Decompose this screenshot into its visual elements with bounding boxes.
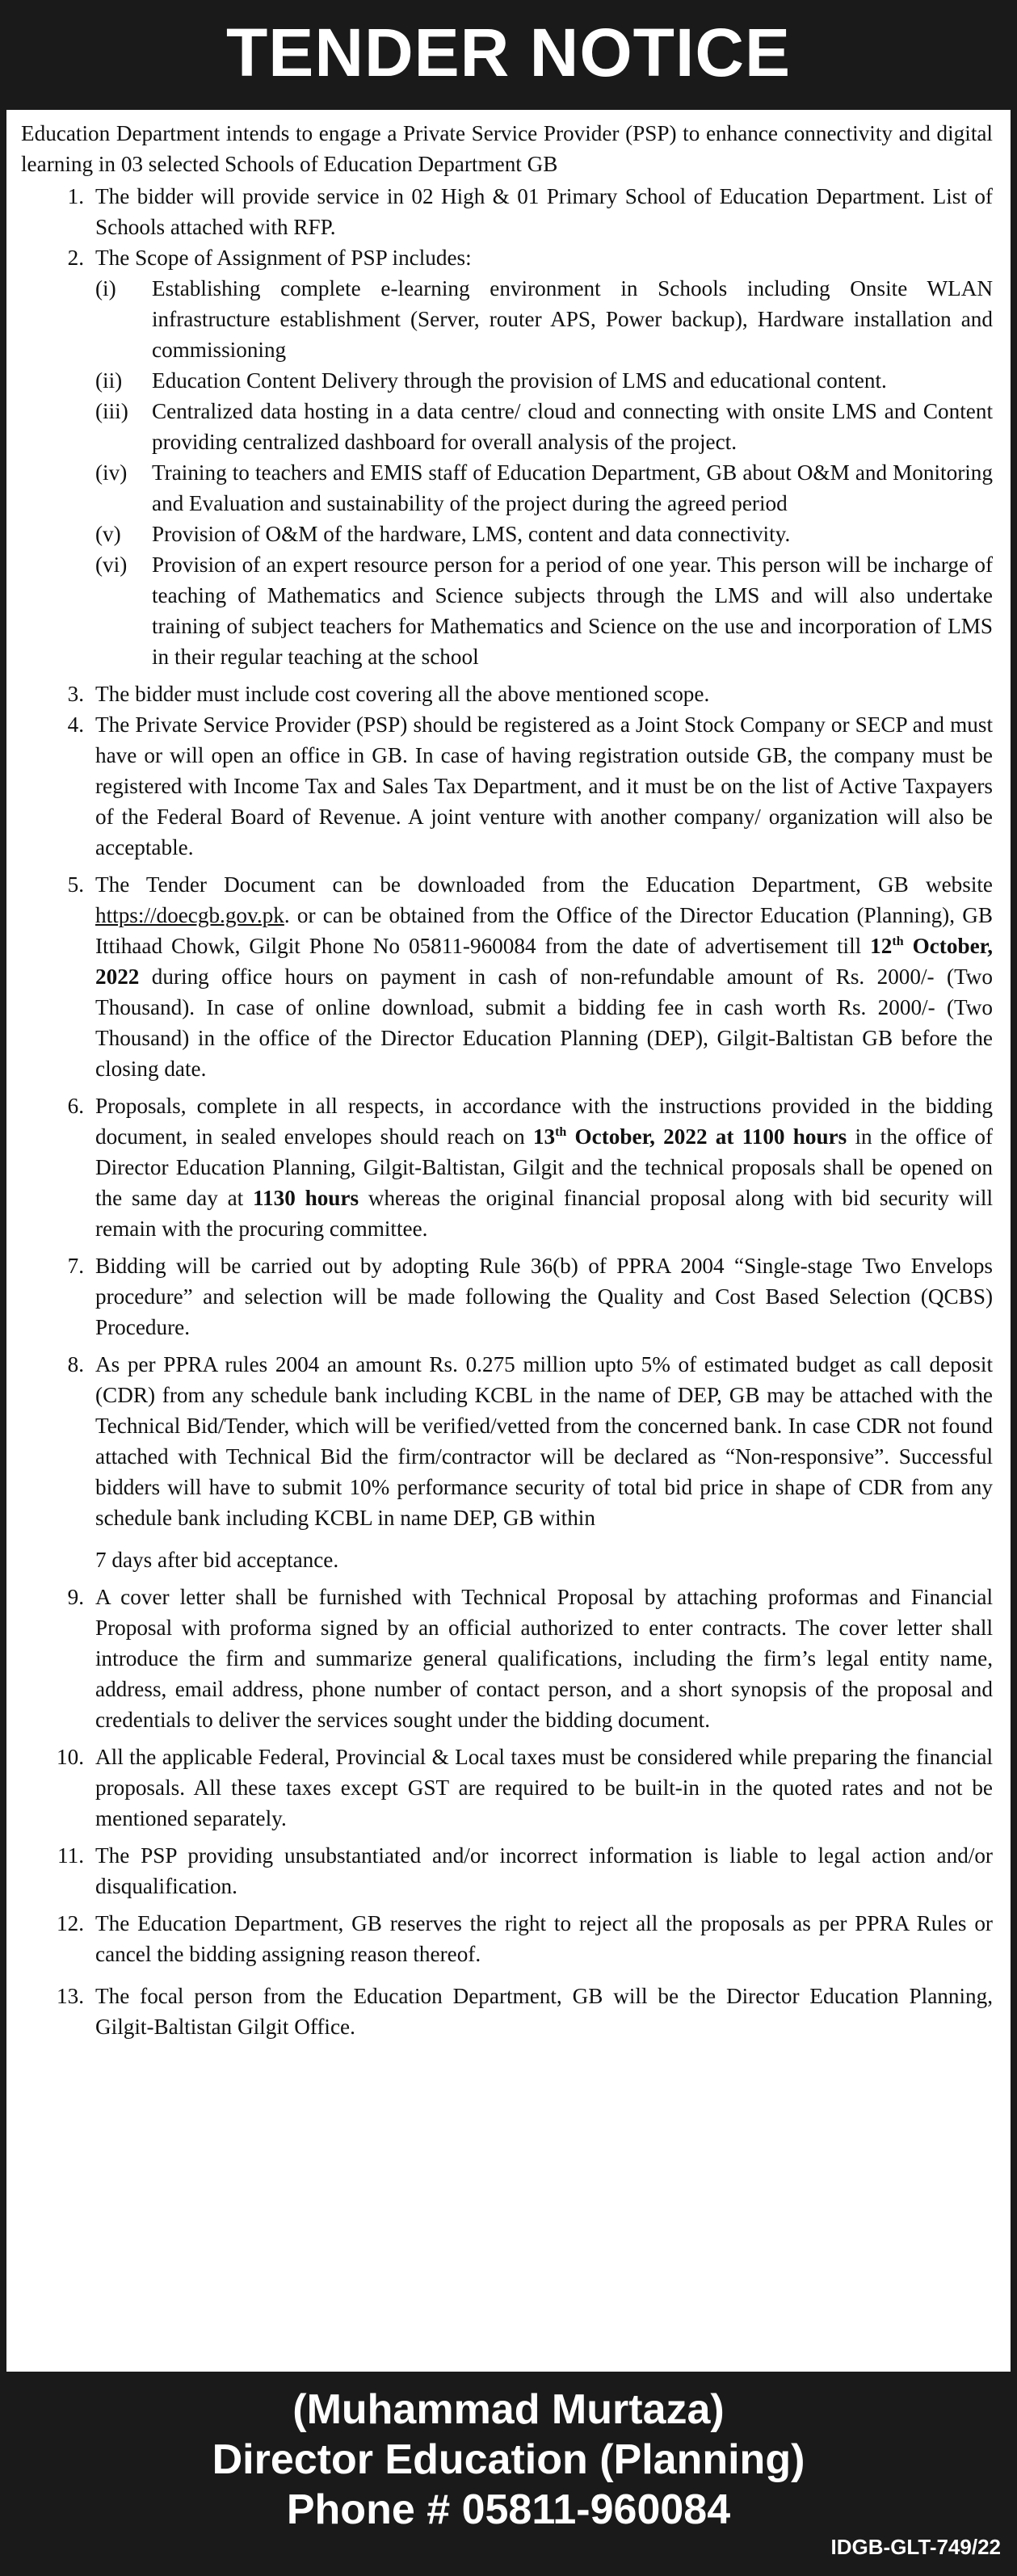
list-item-10 [21,1742,993,1834]
title-band [0,0,1017,105]
notice-body [6,110,1011,2372]
item-number: 10. [57,1745,84,1769]
list-item-9 [21,1582,993,1735]
reference-code: IDGB-GLT-749/22 [830,2535,1001,2559]
list-item-6 [21,1090,993,1244]
date-month-year: October, 2022 [95,934,994,989]
item-body [95,1349,993,1575]
item-number: 4. [67,712,84,737]
sub-number: (v) [95,522,121,546]
item-text: The PSP providing unsubstantiated and/or incorrect information is liable to legal action and/or disqualification. [95,1843,993,1898]
sub-number: (i) [95,276,116,300]
item-text: All the applicable Federal, Provincial & Local taxes must be considered while preparing the financial proposals. All these taxes except GST are required to be built-in in the quoted rates and not be mentioned separately. [95,1745,993,1830]
sub-number: (iii) [95,399,128,423]
date-day: 12 [870,934,893,958]
website-link[interactable]: https://doecgb.gov.pk [95,903,284,927]
sub-item-vi [95,549,993,672]
text-segment: in the office of Director Education Planning, Gilgit-Baltistan, Gilgit and the technical proposals shall be opened on the same day at [95,1124,994,1210]
item-number: 2. [67,246,84,270]
item-number: 5. [67,872,84,897]
list-item-7 [21,1250,993,1343]
text-segment: . or can be obtained from the Office of the Director Education (Planning), GB Ittihaad Chowk, Gilgit Phone No 05811-960084 from the date of advertisement till [95,903,993,958]
signature-block [0,2375,1017,2576]
item-text: Bidding will be carried out by adopting Rule 36(b) of PPRA 2004 “Single-stage Two Envelops procedure” and selection will be made following the Quality and Cost Based Selection (QCBS) Procedure. [95,1254,993,1339]
submission-date [533,1124,847,1149]
sub-number: (vi) [95,553,128,577]
list-item-5 [21,869,993,1084]
contact-phone: Phone # 05811-960084 [286,2486,731,2533]
sub-item-i [95,273,993,365]
sub-item-iv [95,457,993,519]
item-text: The bidder must include cost covering all the above mentioned scope. [95,682,710,706]
sub-text: Provision of O&M of the hardware, LMS, content and data connectivity. [152,522,791,546]
date-suffix: th [892,934,904,948]
signatory-designation: Director Education (Planning) [212,2436,805,2483]
item-text [95,869,993,1084]
item-number: 6. [67,1094,84,1118]
item-text: The Scope of Assignment of PSP includes: [95,246,472,270]
list-item-1 [21,181,993,242]
sub-text: Education Content Delivery through the provision of LMS and educational content. [152,368,887,393]
list-item-11 [21,1840,993,1902]
notice-title: TENDER NOTICE [225,14,792,90]
sub-item-v [95,519,993,549]
sub-text: Centralized data hosting in a data centre/ cloud and connecting with onsite LMS and Content providing centralized dashboard for overall analysis of the project. [152,399,993,454]
item-number: 1. [67,184,84,208]
date-day: 13 [532,1124,556,1149]
item-number: 12. [57,1911,84,1935]
item-text: The Education Department, GB reserves the right to reject all the proposals as per PPRA Rules or cancel the bidding assigning reason thereof. [95,1911,993,1966]
sub-item-iii [95,396,993,457]
text-segment: during office hours on payment in cash of non-refundable amount of Rs. 2000/- (Two Thousand). In case of online download, submit a bidding fee in cash worth Rs. 2000/- (Two Thousand) in the office of the Director Education Planning (DEP), Gilgit-Baltistan GB before the closing date. [95,964,993,1081]
list-item-13 [21,1981,993,2042]
item-number: 11. [57,1843,84,1868]
intro-paragraph: Education Department intends to engage a Private Service Provider (PSP) to enhance connectivity and digital learning in 03 selected Schools of Education Department GB [21,121,993,176]
date-month-year: October, 2022 at 1100 hours [566,1124,847,1149]
list-item-3 [21,679,993,709]
date-suffix: th [555,1124,567,1139]
item-body [95,242,993,672]
item-text [95,1090,993,1244]
item-text: The focal person from the Education Department, GB will be the Director Education Planning, Gilgit-Baltistan Gilgit Office. [95,1984,993,2039]
opening-time: 1130 hours [252,1186,359,1210]
sub-text: Training to teachers and EMIS staff of Education Department, GB about O&M and Monitoring and Evaluation and sustainability of the project during the agreed period [152,460,993,515]
item-number: 9. [67,1585,84,1609]
text-segment: The Tender Document can be downloaded from the Education Department, GB website [95,872,993,897]
item-text: As per PPRA rules 2004 an amount Rs. 0.275 million upto 5% of estimated budget as call deposit (CDR) from any schedule bank including KCBL in the name of DEP, GB may be attached with the Technical Bid/Tender, which will be verified/vetted from the concerned bank. In case CDR not found attached with Technical Bid the firm/contractor will be declared as “Non-responsive”. Successful bidders will have to submit 10% performance security of total bid price in shape of CDR from any schedule bank including KCBL in name DEP, GB within [95,1352,993,1530]
sub-item-ii [95,365,993,396]
text-segment: whereas the original financial proposal along with bid security will remain with the procuring committee. [95,1186,993,1241]
sub-text: Establishing complete e-learning environment in Schools including Onsite WLAN infrastructure establishment (Server, router APS, Power backup), Hardware installation and commissioning [152,276,993,362]
list-item-8 [21,1349,993,1575]
item-text: The Private Service Provider (PSP) should be registered as a Joint Stock Company or SECP and must have or will open an office in GB. In case of having registration outside GB, the company must be registered with Income Tax and Sales Tax Department, and it must be on the list of Active Taxpayers of the Federal Board of Revenue. A joint venture with another company/ organization will also be acceptable. [95,712,993,859]
item-number: 8. [67,1352,84,1376]
list-item-12 [21,1908,993,1969]
sub-number: (iv) [95,460,128,485]
item-number: 3. [67,682,84,706]
text-segment: Proposals, complete in all respects, in accordance with the instructions provided in the bidding document, in sealed envelopes should reach on [95,1094,993,1149]
item-number: 13. [57,1984,84,2008]
signatory-name: (Muhammad Murtaza) [292,2386,725,2433]
item-number: 7. [67,1254,84,1278]
list-item-4 [21,709,993,863]
item-text: The bidder will provide service in 02 High & 01 Primary School of Education Department. List of Schools attached with RFP. [95,184,993,239]
list-item-2 [21,242,993,672]
item-text: A cover letter shall be furnished with Technical Proposal by attaching proformas and Financial Proposal with proforma signed by an official authorized to enter contracts. The cover letter shall introduce the firm and summarize general qualifications, including the firm’s legal entity name, address, email address, phone number of contact person, and a short synopsis of the proposal and credentials to deliver the services sought under the bidding document. [95,1585,993,1732]
sub-text: Provision of an expert resource person for a period of one year. This person will be incharge of teaching of Mathematics and Science subjects through the LMS and will also undertake training of subject teachers for Mathematics and Science on the use and incorporation of LMS in their regular teaching at the school [152,553,993,669]
sub-number: (ii) [95,368,123,393]
item-text-tail: 7 days after bid acceptance. [95,1548,339,1572]
